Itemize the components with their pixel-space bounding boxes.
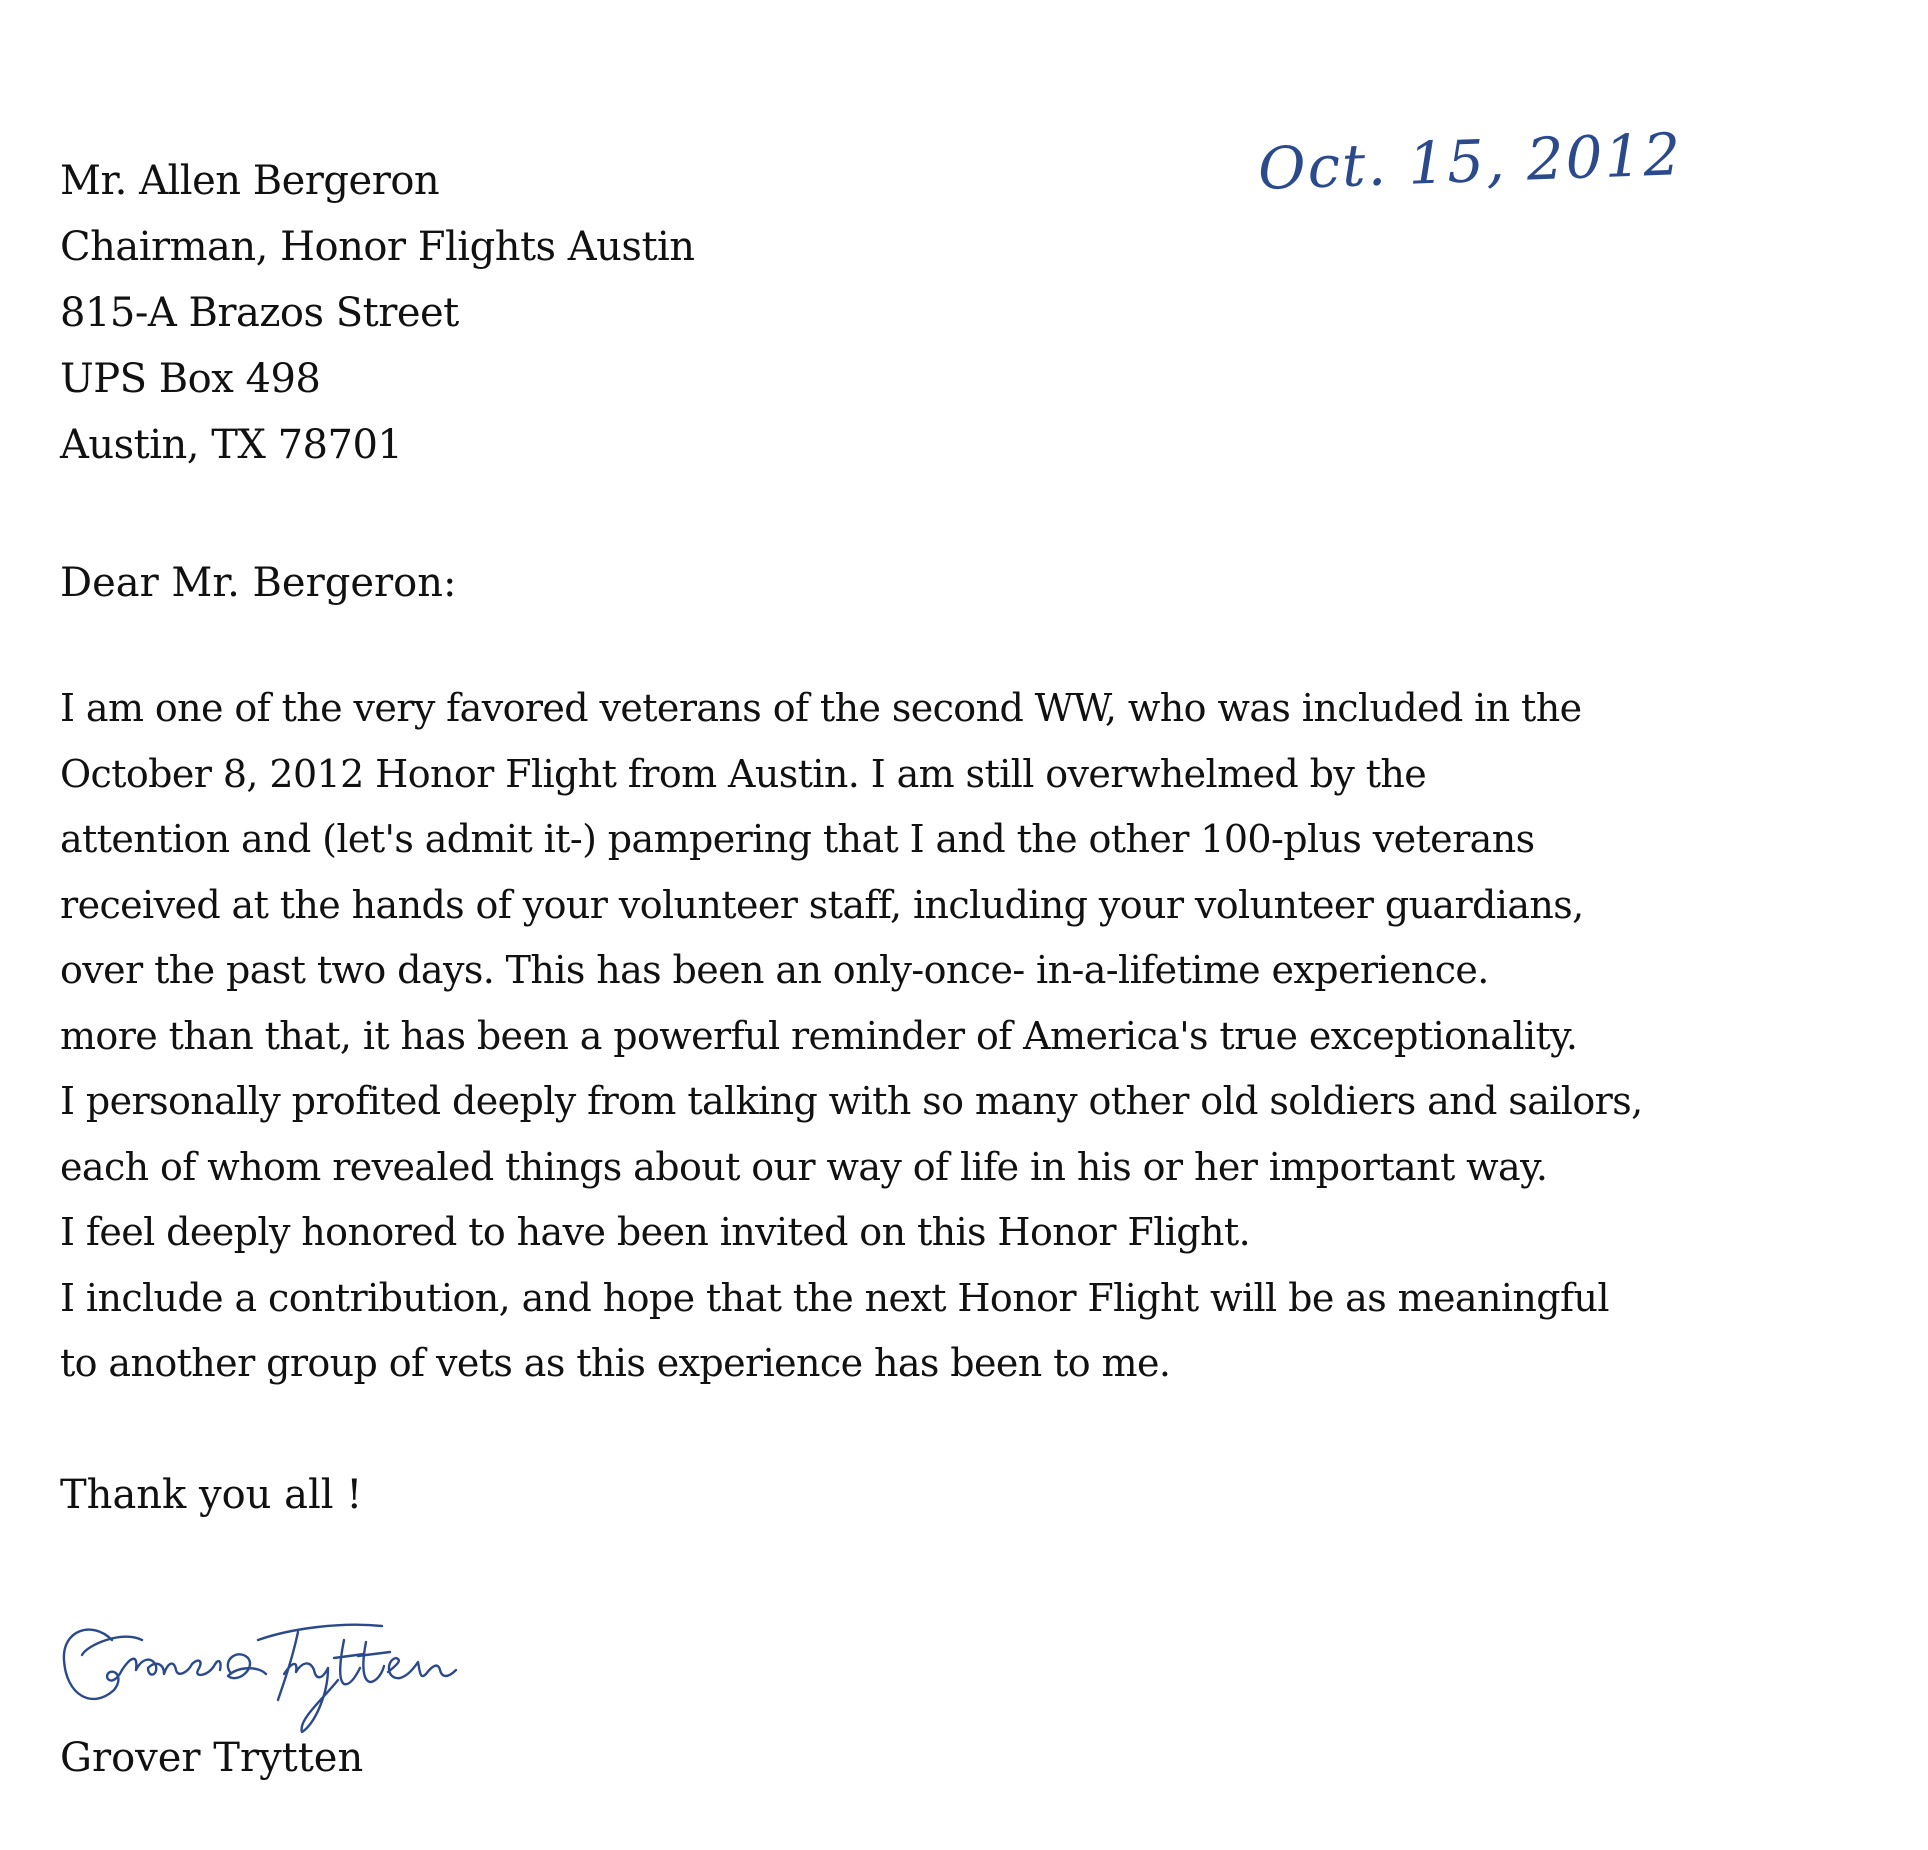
address-line: UPS Box 498 — [60, 356, 321, 402]
signer-name: Grover Trytten — [60, 1735, 364, 1781]
address-line: Chairman, Honor Flights Austin — [60, 224, 695, 270]
body-line: received at the hands of your volunteer staff, including your volunteer guardians, — [60, 882, 1584, 927]
handwritten-signature — [52, 1600, 552, 1740]
body-line: I include a contribution, and hope that the next Honor Flight will be as meaningful — [60, 1275, 1609, 1320]
address-line: Austin, TX 78701 — [60, 422, 403, 468]
address-line: 815-A Brazos Street — [60, 290, 459, 336]
recipient-address — [60, 148, 695, 478]
body-line: over the past two days. This has been an only-once- in-a-lifetime experience. — [60, 948, 1489, 992]
letter-body — [60, 676, 1643, 1397]
body-line: I personally profited deeply from talking with so many other old soldiers and sailors, — [60, 1079, 1643, 1123]
closing: Thank you all ! — [60, 1472, 363, 1518]
body-line: attention and (let's admit it-) pampering that I and the other 100-plus veterans — [60, 817, 1535, 861]
body-line: to another group of vets as this experience has been to me. — [60, 1341, 1171, 1385]
body-line: October 8, 2012 Honor Flight from Austin. I am still overwhelmed by the — [60, 751, 1427, 796]
body-line: each of whom revealed things about our way of life in his or her important way. — [60, 1144, 1548, 1189]
body-line: more than that, it has been a powerful reminder of America's true exceptionality. — [60, 1013, 1578, 1058]
salutation: Dear Mr. Bergeron: — [60, 560, 457, 606]
address-line: Mr. Allen Bergeron — [60, 158, 440, 204]
handwritten-date: Oct. 15, 2012 — [1256, 120, 1684, 203]
body-line: I am one of the very favored veterans of the second WW, who was included in the — [60, 686, 1582, 730]
body-line: I feel deeply honored to have been invited on this Honor Flight. — [60, 1210, 1251, 1254]
